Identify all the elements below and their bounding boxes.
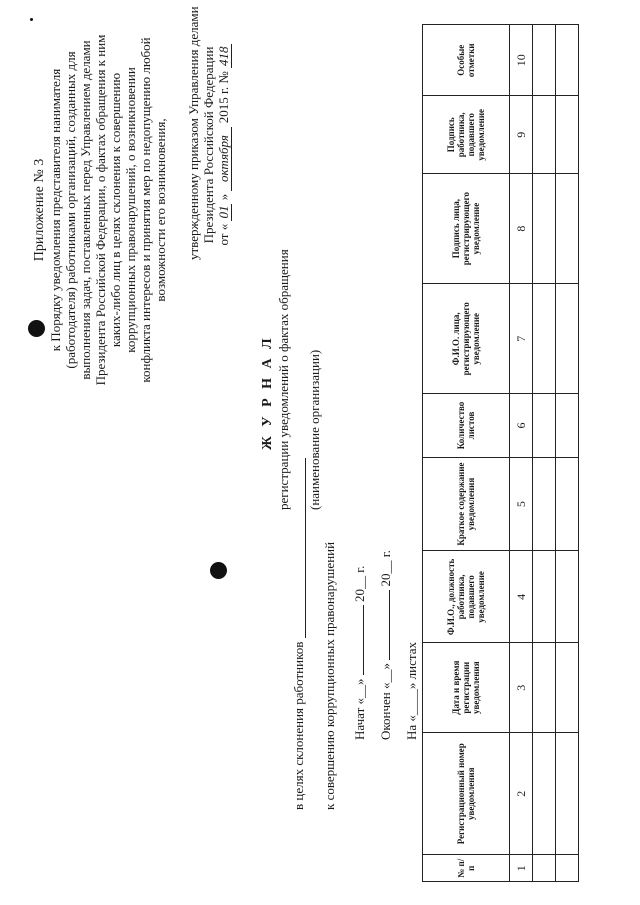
table-cell bbox=[533, 25, 556, 97]
journal-org-prefix: в целях склонения работников bbox=[291, 641, 306, 810]
date-mid: » bbox=[216, 193, 231, 201]
col-header-no: № п/п bbox=[423, 855, 510, 882]
table-cell bbox=[533, 855, 556, 882]
table-header-row bbox=[423, 25, 510, 882]
col-header-summary: Краткое содержание уведомления bbox=[423, 457, 510, 551]
approval-line-2: Президента Российской Федерации bbox=[201, 46, 216, 244]
table-cell bbox=[556, 551, 579, 643]
appendix-block bbox=[32, 20, 168, 400]
appendix-line: возможности его возникновения, bbox=[153, 118, 168, 302]
col-number: 10 bbox=[510, 25, 533, 97]
appendix-line: Президента Российской Федерации, о фактах обращения к ним bbox=[93, 34, 108, 386]
started-year: 20__ г. bbox=[352, 565, 367, 602]
appendix-line: конфликта интересов и принятия мер по недопущению любой bbox=[138, 37, 153, 383]
table-number-row bbox=[510, 25, 533, 882]
date-month: октября bbox=[216, 127, 232, 191]
table-cell bbox=[556, 457, 579, 551]
col-number: 2 bbox=[510, 733, 533, 855]
appendix-line: к Порядку уведомления представителя нанимателя bbox=[48, 68, 63, 352]
col-header-registrar: Ф.И.О. лица, регистрирующего уведомление bbox=[423, 284, 510, 394]
approval-block bbox=[186, 6, 232, 260]
journal-subtitle: регистрации уведомлений о фактах обращения bbox=[276, 249, 291, 510]
table-cell bbox=[556, 96, 579, 174]
started-month-blank bbox=[353, 605, 364, 675]
col-header-reg-number: Регистрационный номер уведомления bbox=[423, 733, 510, 855]
registration-table bbox=[422, 24, 579, 882]
date-prefix: от « bbox=[216, 223, 231, 246]
rotated-form-sheet bbox=[10, 6, 630, 890]
order-number: 418 bbox=[216, 46, 231, 66]
org-name-blank bbox=[293, 458, 306, 638]
col-header-employee: Ф.И.О., должность работника, подавшего уведомление bbox=[423, 551, 510, 643]
appendix-line: выполнения задач, поставленных перед Управлением делами bbox=[78, 40, 93, 380]
appendix-line: (работодателя) работниками организаций, созданных для bbox=[63, 51, 78, 369]
col-number: 6 bbox=[510, 394, 533, 457]
approval-date bbox=[216, 30, 232, 260]
col-number: 5 bbox=[510, 457, 533, 551]
table-cell bbox=[556, 643, 579, 733]
table-cell bbox=[533, 394, 556, 457]
table-cell bbox=[556, 25, 579, 97]
table-cell bbox=[533, 551, 556, 643]
table-cell bbox=[533, 96, 556, 174]
col-header-employee-signature: Подпись работника, подавшего уведомление bbox=[423, 96, 510, 174]
col-number: 3 bbox=[510, 643, 533, 733]
approval-line-1: утвержденному приказом Управления делами bbox=[186, 6, 201, 260]
table-cell bbox=[533, 457, 556, 551]
appendix-line: каких-либо лиц в целях склонения к совершению bbox=[108, 72, 123, 348]
ended-month-blank bbox=[379, 590, 390, 660]
col-header-notes: Особые отметки bbox=[423, 25, 510, 97]
table-cell bbox=[533, 174, 556, 284]
table-cell bbox=[556, 174, 579, 284]
table-row bbox=[556, 25, 579, 882]
org-name-note: (наименование организации) bbox=[307, 349, 322, 510]
started-field bbox=[352, 566, 367, 740]
journal-org-line bbox=[291, 458, 306, 810]
table-cell bbox=[533, 284, 556, 394]
table-cell bbox=[533, 733, 556, 855]
table-row bbox=[533, 25, 556, 882]
col-header-datetime: Дата и время регистрации уведомления bbox=[423, 643, 510, 733]
journal-title: Ж У Р Н А Л bbox=[260, 335, 275, 450]
col-number: 8 bbox=[510, 174, 533, 284]
ended-year: 20__ г. bbox=[378, 550, 393, 587]
table-cell bbox=[533, 643, 556, 733]
table-cell bbox=[556, 284, 579, 394]
ended-label: Окончен «__» bbox=[378, 662, 393, 740]
date-day: 01 bbox=[216, 205, 231, 219]
table-cell bbox=[556, 733, 579, 855]
date-year: 2015 г. № bbox=[216, 71, 231, 124]
sheets-count: На «____» листах bbox=[404, 642, 419, 740]
col-header-registrar-signature: Подпись лица, регистрирующего уведомление bbox=[423, 174, 510, 284]
appendix-line: коррупционных правонарушений, о возникновении bbox=[123, 67, 138, 353]
appendix-number: Приложение № 3 bbox=[32, 158, 47, 262]
started-label: Начат «__» bbox=[352, 678, 367, 740]
col-number: 4 bbox=[510, 551, 533, 643]
ended-field bbox=[378, 550, 393, 740]
col-number: 1 bbox=[510, 855, 533, 882]
col-number: 7 bbox=[510, 284, 533, 394]
table-cell bbox=[556, 394, 579, 457]
journal-purpose-line: к совершению коррупционных правонарушений bbox=[322, 541, 337, 810]
col-header-sheets: Количество листов bbox=[423, 394, 510, 457]
table-cell bbox=[556, 855, 579, 882]
col-number: 9 bbox=[510, 96, 533, 174]
